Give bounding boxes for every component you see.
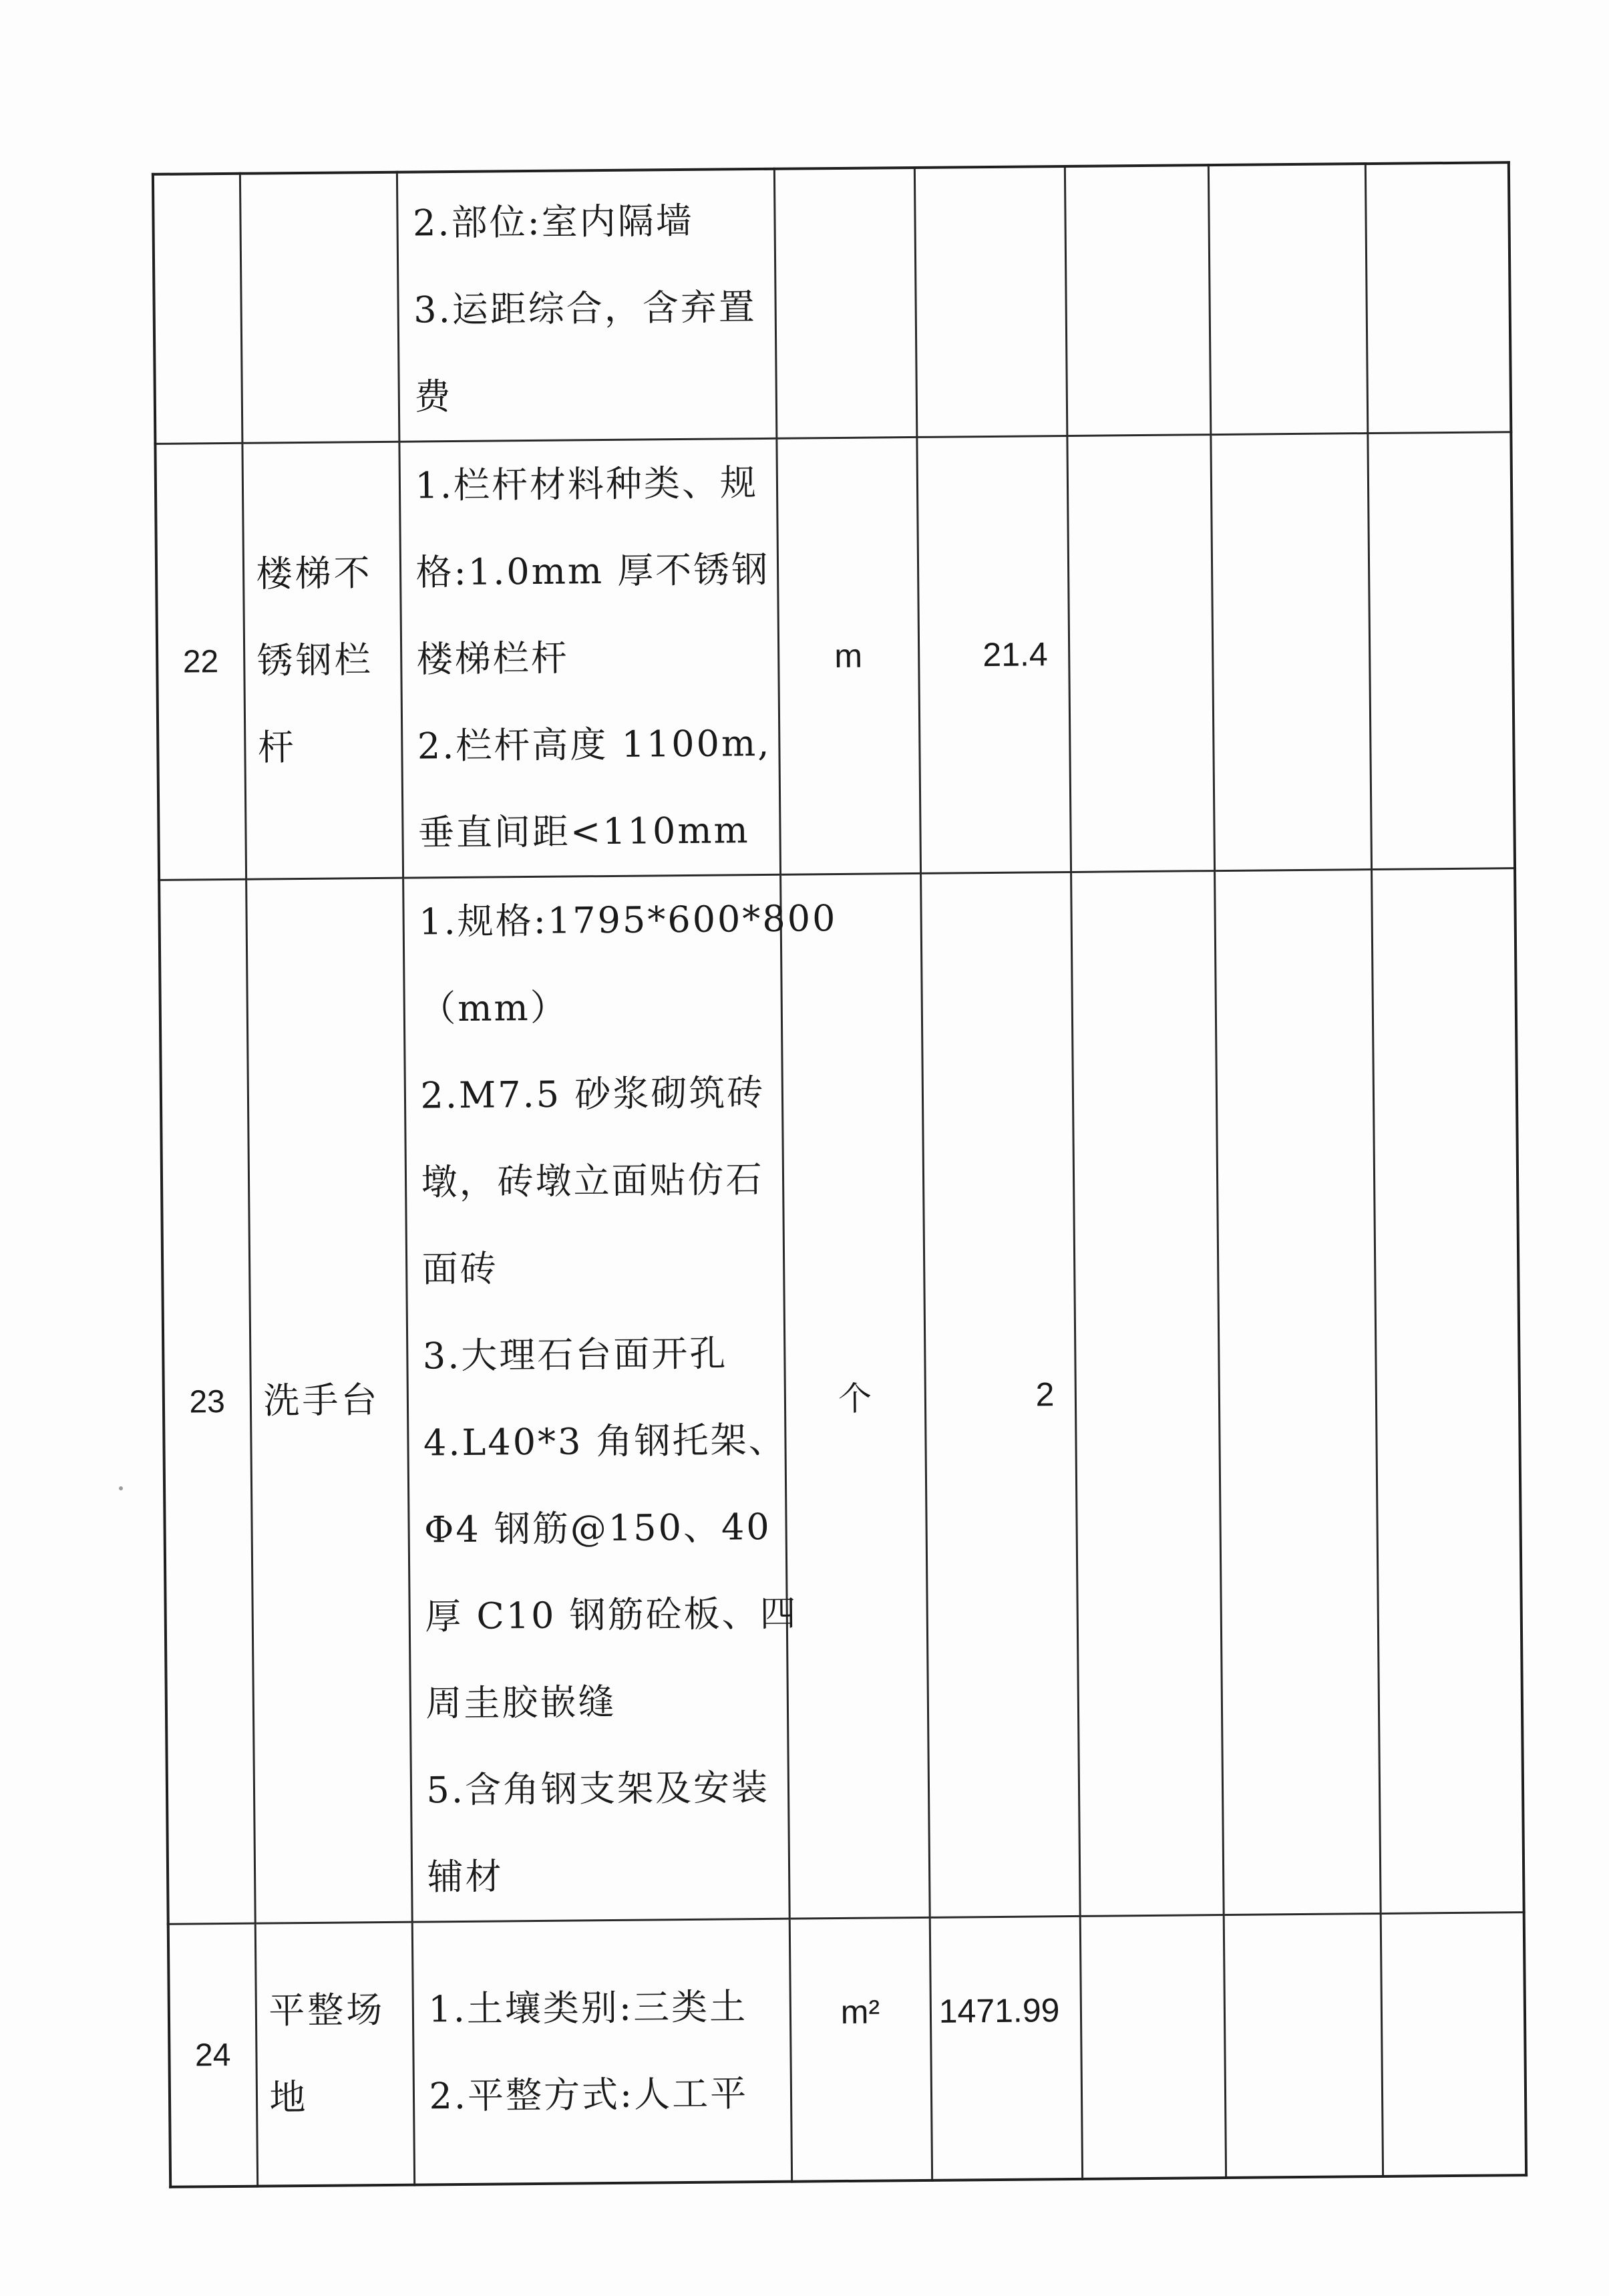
description-line: 厚 C10 钢筋砼板、四 [424,1592,798,1638]
unit-price-cell [1071,871,1224,1917]
table-row [153,162,1511,444]
item-description-cell [399,438,780,878]
description-line: 费 [414,375,453,418]
item-name-cell [246,878,412,1923]
unit-price-cell [1080,1915,1226,2179]
unit-price-cell [1067,435,1214,872]
unit-cell: 个 [780,873,930,1919]
amount-cell [1214,870,1381,1915]
unit-cell: m² [789,1917,932,2181]
item-number-cell: 22 [155,443,246,880]
remark-cell [1365,162,1511,433]
item-name-cell [242,442,403,879]
name-line: 洗手台 [263,1379,380,1422]
description-line: 3.大理石台面开孔 [422,1332,728,1377]
description-line: 墩，砖墩立面贴仿石 [421,1158,764,1204]
unit-cell [774,168,917,438]
description-line: 2.部位:室内隔墙 [412,199,695,244]
quantity-cell: 2 [920,872,1080,1917]
description-line: 5.含角钢支架及安装 [426,1766,770,1812]
item-number-cell: 24 [168,1923,257,2187]
name-line: 楼梯不 [256,552,373,595]
description-line: 垂直间距<110mm [417,809,751,854]
table-row [159,868,1524,1925]
description-line: 格:1.0mm 厚不锈钢 [415,548,770,594]
scan-speck [119,1486,123,1490]
table-row [155,432,1515,880]
remark-cell [1367,432,1515,870]
item-name-cell [240,172,399,444]
name-line: 锈钢栏 [256,639,374,682]
quantity-cell: 21.4 [916,436,1071,873]
description-line: Φ4 钢筋@150、40 [423,1505,771,1551]
amount-cell [1210,434,1371,871]
item-number-cell [153,174,242,444]
description-line: 楼梯栏杆 [416,637,570,681]
quantity-cell [914,166,1067,437]
description-line: 辅材 [427,1855,504,1899]
description-line: 面砖 [421,1247,498,1291]
description-line: 4.L40*3 角钢托架、 [423,1418,787,1464]
table-row [168,1913,1526,2187]
description-line: 1.规格:1795*600*800 [418,897,838,943]
description-line: （mm） [419,986,568,1030]
unit-cell: m [776,437,920,874]
item-name-cell [255,1922,414,2186]
description-line: 2.M7.5 砂浆砌筑砖 [420,1071,765,1117]
quantity-cell: 1471.99 [930,1916,1082,2180]
item-description-cell [412,1919,791,2184]
description-line: 3.运距综合，含弃置 [413,286,757,331]
remark-cell [1371,868,1524,1914]
name-line: 平整场 [269,1988,385,2032]
item-description-cell [397,169,776,442]
name-line: 杆 [257,726,297,769]
item-description-cell [403,874,838,1922]
description-line: 1.土壤类别:三类土 [428,1985,748,2031]
remark-cell [1381,1913,1526,2176]
description-line: 周圭胶嵌缝 [425,1680,616,1725]
item-number-cell: 23 [159,879,255,1924]
name-line: 地 [269,2076,309,2119]
bill-of-quantities-table [152,161,1528,2188]
description-line: 2.栏杆高度 1100m, [417,721,771,768]
amount-cell [1208,164,1368,435]
amount-cell [1224,1913,1383,2178]
unit-price-cell [1065,165,1211,436]
description-line: 2.平整方式:人工平 [429,2072,749,2118]
description-line: 1.栏杆材料种类、规 [415,462,759,507]
